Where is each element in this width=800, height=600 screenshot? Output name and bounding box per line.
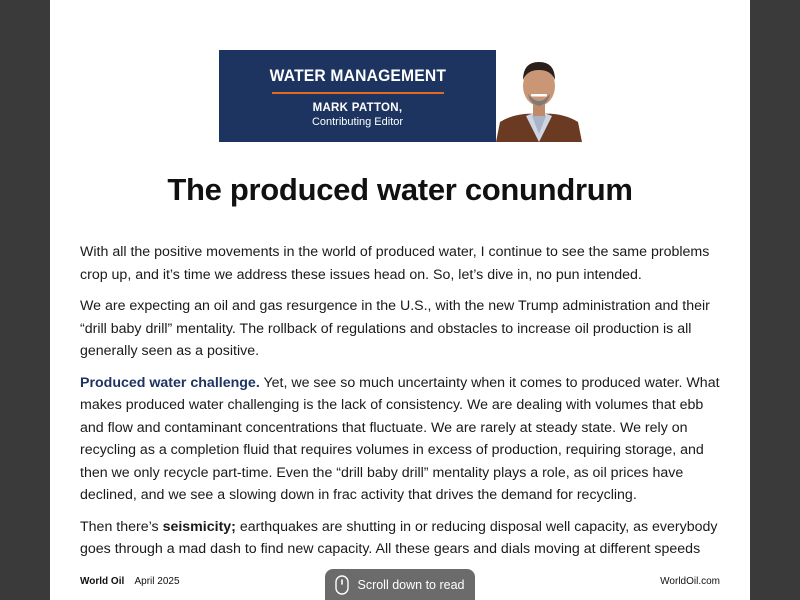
publication-name: World Oil bbox=[80, 576, 125, 587]
paragraph-4-text: earthquakes are shutting in or reducing disposal well capacity, as everybody goes through a mad dash to find new capacity. All these gears and dials moving at different speeds bbox=[80, 518, 718, 557]
article-title: The produced water conundrum bbox=[167, 172, 633, 207]
paragraph-2: We are expecting an oil and gas resurgence in the U.S., with the new Trump administration and their “drill baby drill” mentality. The rollback of regulations and obstacles to increase oil production is all generally seen as a positive. bbox=[80, 298, 710, 359]
footer-publication bbox=[80, 576, 180, 587]
author-photo bbox=[496, 50, 582, 142]
author-portrait-icon bbox=[496, 50, 582, 142]
footer-site: WorldOil.com bbox=[660, 576, 720, 587]
banner-text-panel bbox=[219, 50, 496, 142]
section-title: WATER MANAGEMENT bbox=[269, 66, 446, 85]
author-name: MARK PATTON, bbox=[312, 102, 403, 114]
paragraph-3-text: Yet, we see so much uncertainty when it comes to produced water. What makes produced water challenging is the lack of consistency. We are dealing with volumes that ebb and flow and contaminant concentrations that fluctuate. We are rarely at steady state. We rely on recycling as a completion fluid that requires volumes in excess of production, requiring storage, and then we only recycle part-time. Even the “drill baby drill” mentality plays a role, as oil prices have declined, and we see a slowing down in frac activity that drives the demand for recycling. bbox=[80, 374, 720, 503]
paragraph-1: With all the positive movements in the world of produced water, I continue to see the same problems crop up, and it’s time we address these issues head on. So, let’s dive in, no pun intended. bbox=[80, 244, 710, 283]
scroll-hint-label: Scroll down to read bbox=[357, 577, 465, 592]
paragraph-4 bbox=[80, 516, 720, 561]
column-banner bbox=[219, 50, 582, 142]
paragraph-3 bbox=[80, 372, 720, 507]
paragraph-4-start: Then there’s bbox=[80, 518, 163, 535]
banner-divider bbox=[272, 92, 444, 94]
article-body bbox=[80, 241, 720, 570]
scroll-down-button[interactable] bbox=[325, 569, 475, 600]
author-role: Contributing Editor bbox=[311, 116, 404, 128]
document-page bbox=[50, 0, 750, 600]
paragraph-4-bold: seismicity; bbox=[162, 518, 236, 535]
mouse-icon bbox=[335, 575, 349, 595]
issue-date: April 2025 bbox=[134, 576, 180, 587]
subhead-lead: Produced water challenge. bbox=[80, 374, 260, 391]
